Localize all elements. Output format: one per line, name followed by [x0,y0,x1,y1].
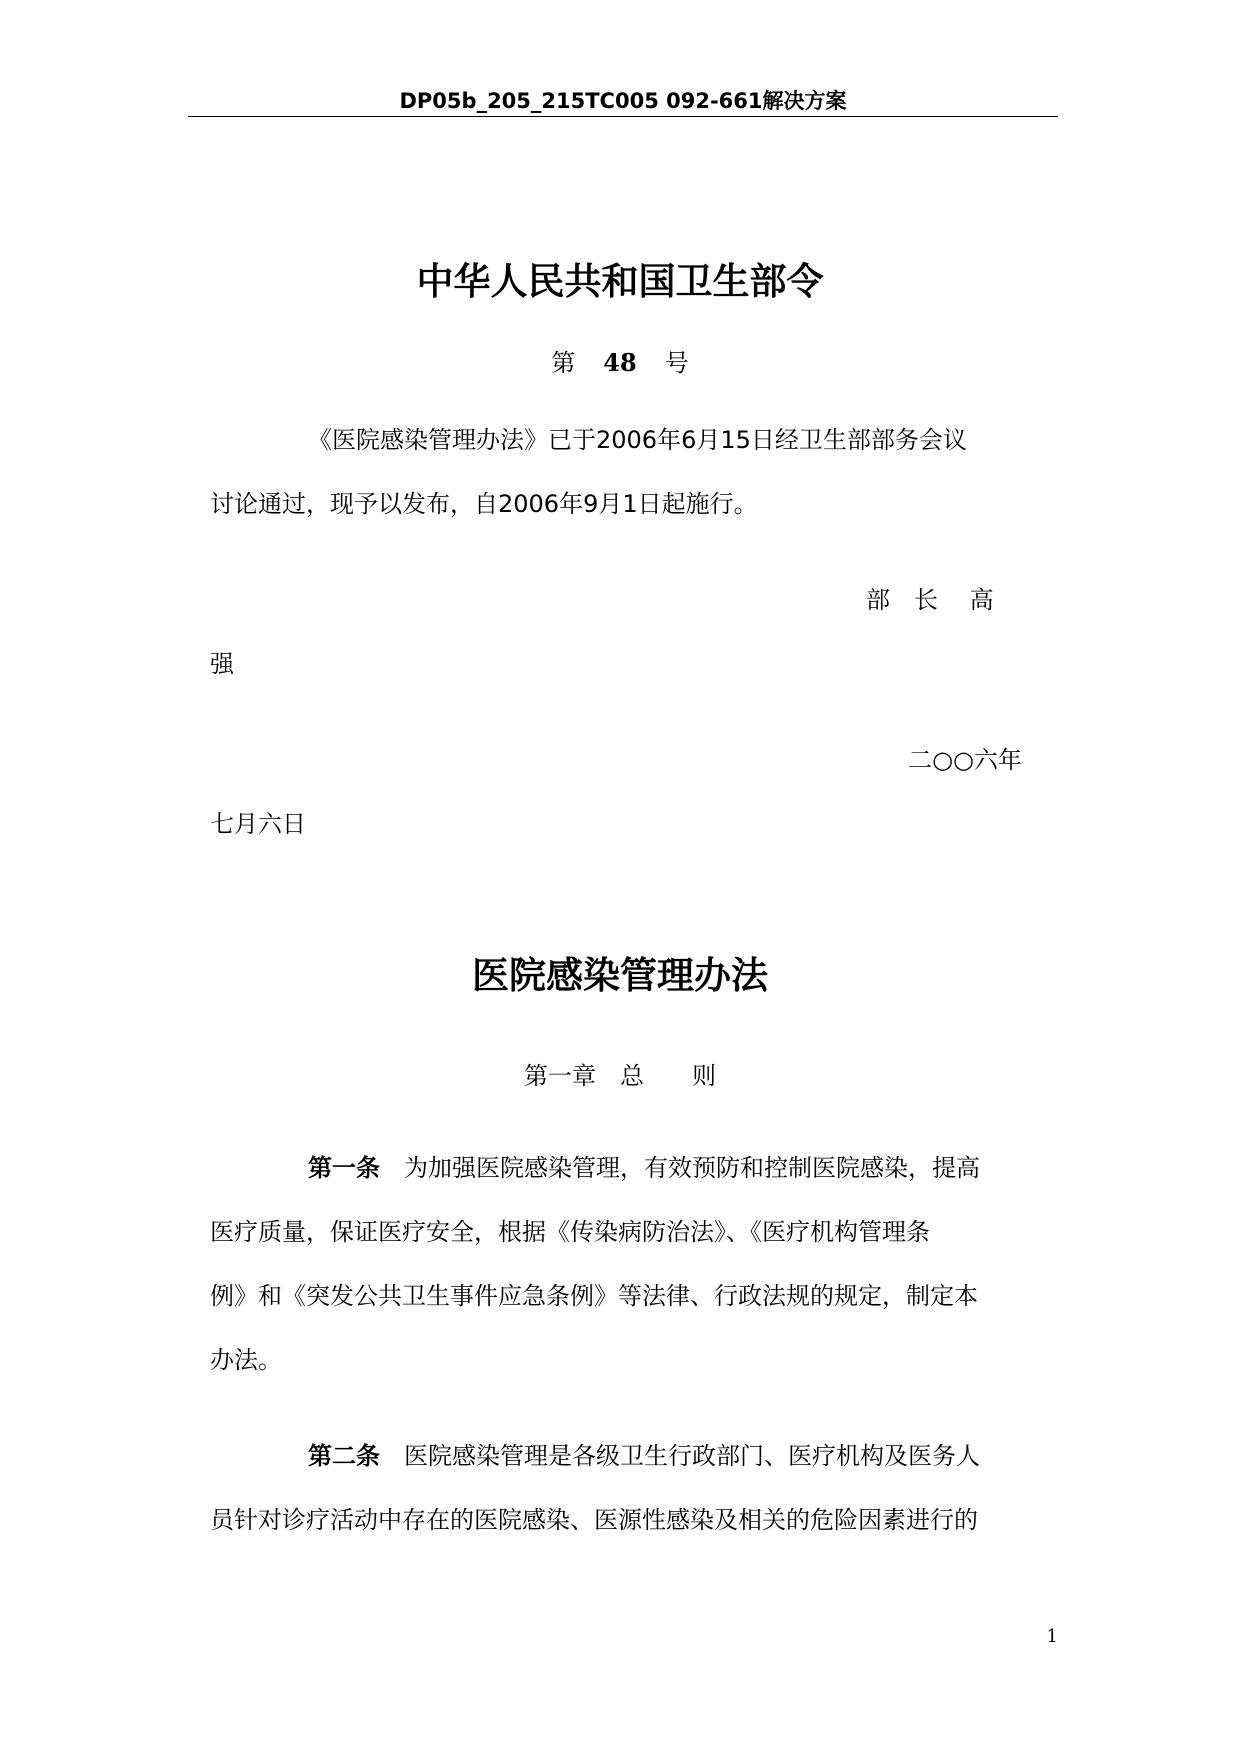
date-line-1: 二○○六年 [908,746,1022,774]
date-line-2: 七月六日 [210,810,306,838]
order-number-value: 48 [603,348,637,377]
order-prefix: 第 [551,349,576,377]
article-1-line-3: 例》和《突发公共卫生事件应急条例》等法律、行政法规的规定，制定本 [210,1282,978,1310]
article-1-line-4: 办法。 [210,1346,282,1374]
article-2-line-1 [308,1440,1048,1472]
order-number [0,348,1240,378]
decree-body-line-2: 讨论通过，现予以发布，自2006年9月1日起施行。 [210,490,758,518]
article-2-line-2: 员针对诊疗活动中存在的医院感染、医源性感染及相关的危险因素进行的 [210,1506,978,1534]
article-1-text: 为加强医院感染管理，有效预防和控制医院感染，提高 [404,1154,980,1182]
article-1-line-2: 医疗质量，保证医疗安全，根据《传染病防治法》、《医疗机构管理条 [210,1218,930,1246]
article-2-label: 第二条 [308,1442,380,1470]
order-suffix: 号 [664,349,689,377]
law-title: 医院感染管理办法 [472,953,768,997]
article-1-label: 第一条 [308,1154,380,1182]
signer-line-2: 强 [210,650,234,678]
document-header: DP05b_205_215TC005 092-661解决方案 [399,89,847,113]
decree-title: 中华人民共和国卫生部令 [416,259,824,303]
article-1-line-1 [308,1152,1048,1184]
page-number: 1 [1046,1626,1058,1647]
chapter-heading: 第一章 总 则 [524,1062,716,1090]
article-2-text: 医院感染管理是各级卫生行政部门、医疗机构及医务人 [404,1442,980,1470]
signer-line-1: 部 长 高 [866,586,994,614]
header-rule [188,116,1058,117]
decree-body-line-1: 《医院感染管理办法》已于2006年6月15日经卫生部部务会议 [308,426,967,454]
